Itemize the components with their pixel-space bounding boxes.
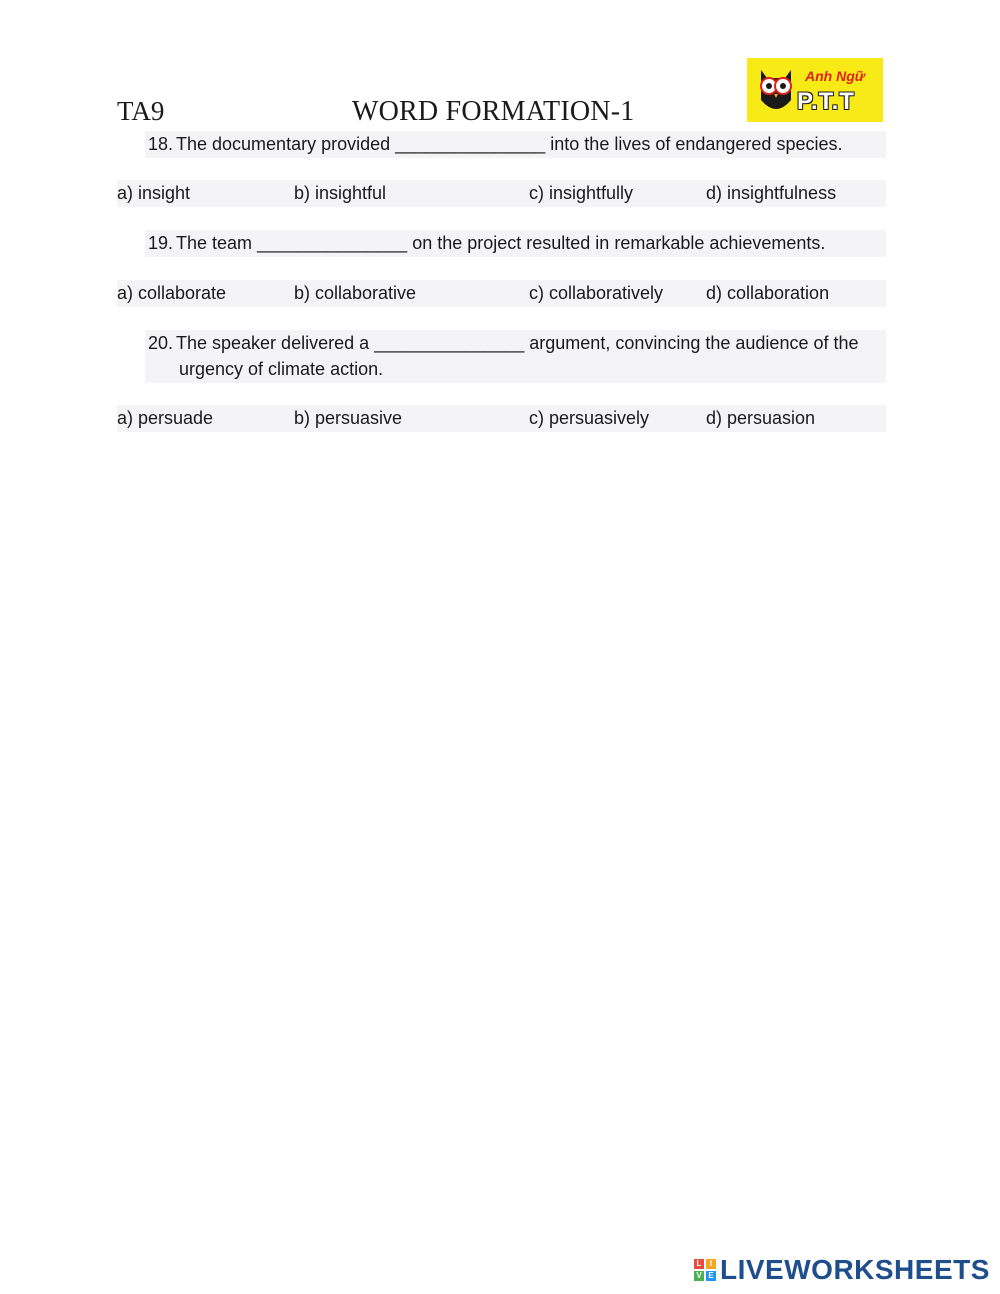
tile-l: L bbox=[694, 1259, 704, 1269]
tile-v: V bbox=[694, 1271, 704, 1281]
option-a[interactable]: a) persuade bbox=[117, 408, 214, 428]
question-18 bbox=[145, 131, 886, 158]
owl-icon bbox=[751, 60, 801, 120]
question-number: 18. bbox=[148, 134, 174, 154]
question-20 bbox=[145, 330, 886, 383]
page-title: WORD FORMATION-1 bbox=[352, 96, 635, 127]
logo-main-text: P.T.T bbox=[797, 88, 855, 115]
option-a[interactable]: a) collaborate bbox=[117, 283, 227, 303]
option-c[interactable]: c) insightfully bbox=[529, 183, 634, 203]
question-number: 19. bbox=[148, 233, 174, 253]
tile-i: I bbox=[706, 1259, 716, 1269]
options-18 bbox=[117, 180, 886, 207]
option-c[interactable]: c) persuasively bbox=[529, 408, 650, 428]
options-20 bbox=[117, 405, 886, 432]
option-d[interactable]: d) collaboration bbox=[706, 283, 830, 303]
question-text-continued: urgency of climate action. bbox=[179, 359, 384, 379]
course-code: TA9 bbox=[117, 96, 165, 126]
option-a[interactable]: a) insight bbox=[117, 183, 191, 203]
option-b[interactable]: b) collaborative bbox=[294, 283, 417, 303]
question-number: 20. bbox=[148, 333, 174, 353]
tile-e: E bbox=[706, 1271, 716, 1281]
question-text: The team _______________ on the project resulted in remarkable achievements. bbox=[176, 233, 826, 253]
liveworksheets-logo bbox=[694, 1253, 990, 1287]
option-b[interactable]: b) persuasive bbox=[294, 408, 403, 428]
question-19 bbox=[145, 230, 886, 257]
option-d[interactable]: d) insightfulness bbox=[706, 183, 837, 203]
option-d[interactable]: d) persuasion bbox=[706, 408, 816, 428]
brand-wordmark: LIVEWORKSHEETS bbox=[720, 1254, 990, 1285]
option-b[interactable]: b) insightful bbox=[294, 183, 387, 203]
options-19 bbox=[117, 280, 886, 307]
option-c[interactable]: c) collaboratively bbox=[529, 283, 664, 303]
question-text: The documentary provided _______________ into the lives of endangered species. bbox=[176, 134, 843, 154]
question-text: The speaker delivered a _______________ argument, convincing the audience of the bbox=[176, 333, 859, 353]
logo-tiles-icon bbox=[694, 1259, 716, 1281]
logo-top-text: Anh Ngữ bbox=[805, 68, 865, 84]
brand-logo bbox=[747, 58, 883, 122]
